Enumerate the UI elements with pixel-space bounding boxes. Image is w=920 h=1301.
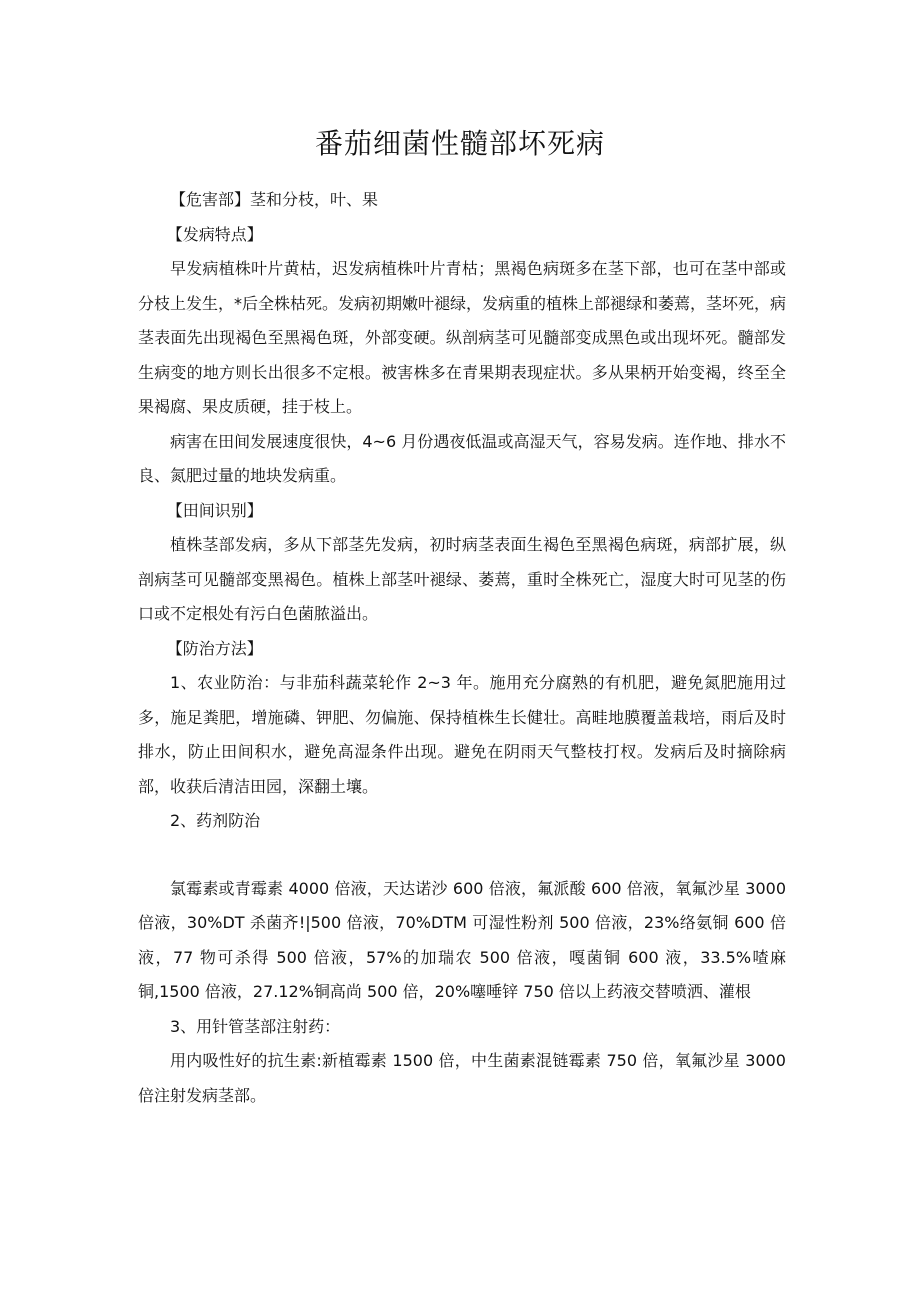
document-title: 番茄细菌性髓部坏死病 <box>314 127 605 160</box>
damage-parts-paragraph: 【危害部】茎和分枝，叶、果 <box>170 190 379 209</box>
injection-label: 3、用针管茎部注射药： <box>170 1016 341 1036</box>
blank-gap <box>138 839 786 872</box>
symptoms-paragraph-2: 病害在田间发展速度很快，4~6 月份遇夜低温或高湿天气，容易发病。连作地、排水不良、氮肥过量的地块发病重。 <box>138 431 786 485</box>
control-methods-heading: 【防治方法】 <box>166 638 263 658</box>
chemical-control-paragraph: 氯霉素或青霉素 4000 倍液，天达诺沙 600 倍液，氟派酸 600 倍液，氧氟沙星 3000 倍液，30%DT 杀菌齐!|500 倍液，70%DTM 可湿性粉剂 500 倍液，23%络氨铜 600 倍液，77 物可杀得 500 倍液，57%的加瑞农 500 倍液，嘎菌铜 600 液，33.5%喳麻铜,1500 倍液，27.12%铜高尚 500 倍，20%噻唾锌 750 倍以上药液交替喷洒、灌根 <box>138 878 786 1001</box>
symptoms-heading: 【发病特点】 <box>166 224 263 244</box>
injection-paragraph: 用内吸性好的抗生素:新植霉素 1500 倍，中生菌素混链霉素 750 倍，氧氟沙星 3000 倍注射发病茎部。 <box>138 1051 786 1105</box>
symptoms-paragraph-1: 早发病植株叶片黄枯，迟发病植株叶片青枯；黑褐色病斑多在茎下部，也可在茎中部或分枝上发生，*后全株枯死。发病初期嫩叶褪绿，发病重的植株上部褪绿和萎蔫，茎坏死，病茎表面先出现褐色至黑褐色斑，外部变硬。纵剖病茎可见髓部变成黑色或出现坏死。髓部发生病变的地方则长出很多不定根。被害株多在青果期表现症状。多从果柄开始变褐，终至全果褐腐、果皮质硬，挂于枝上。 <box>138 259 787 416</box>
chemical-control-label: 2、药剂防治 <box>170 811 261 830</box>
agricultural-control-paragraph: 1、农业防治：与非茄科蔬菜轮作 2~3 年。施用充分腐熟的有机肥，避免氮肥施用过多，施足粪肥，增施磷、钾肥、勿偏施、保持植株生长健壮。高畦地膜覆盖栽培，雨后及时排水，防止田间积水，避免高湿条件出现。避免在阴雨天气整枝打杈。发病后及时摘除病部，收获后清洁田园，深翻土壤。 <box>138 673 786 796</box>
field-identification-paragraph: 植株茎部发病，多从下部茎先发病，初时病茎表面生褐色至黑褐色病斑，病部扩展，纵剖病茎可见髓部变黑褐色。植株上部茎叶褪绿、萎蔫，重时全株死亡，湿度大时可见茎的伤口或不定根处有污白色菌脓溢出。 <box>138 535 786 623</box>
document-body <box>138 183 786 1113</box>
field-identification-heading: 【田间识别】 <box>166 500 263 520</box>
